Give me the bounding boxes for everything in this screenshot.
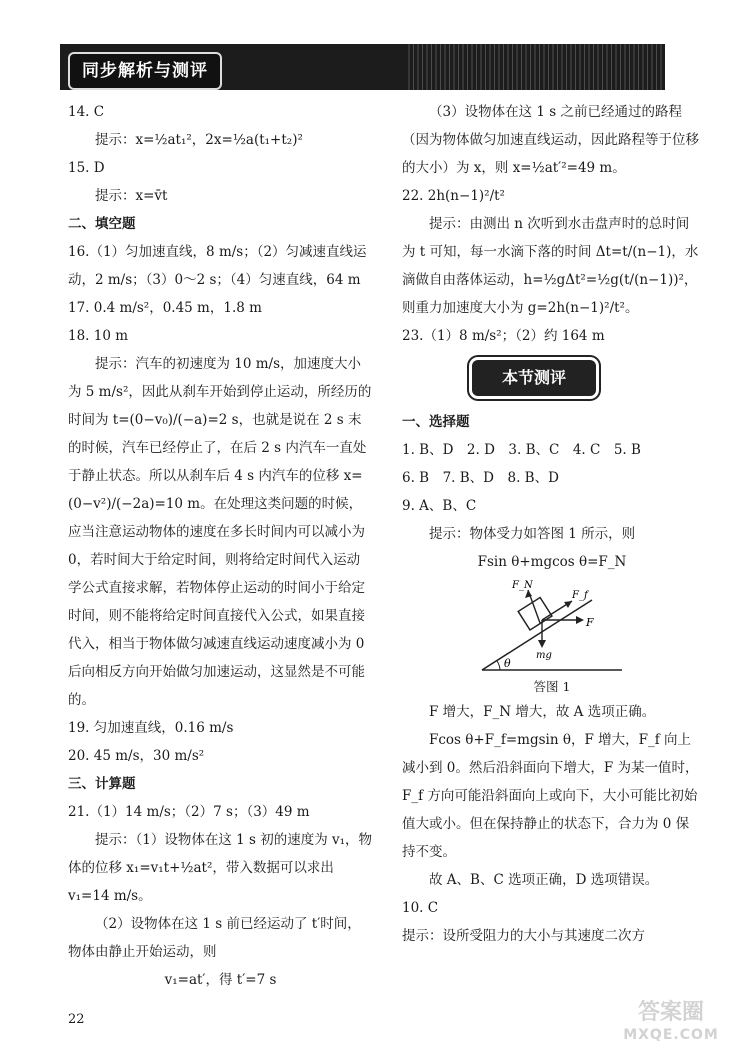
- gravity-head: [538, 640, 546, 648]
- watermark-top: 答案圈: [637, 1000, 704, 1025]
- section-calculation: 三、计算题: [68, 776, 136, 792]
- hint-21-part2: （2）设物体在这 1 s 前已经运动了 t′时间，物体由静止开始运动，则: [68, 916, 361, 960]
- hint-14: 提示：x=½at₁²，2x=½a(t₁+t₂)²: [95, 132, 303, 148]
- applied-force-head: [576, 616, 584, 624]
- hint-10: 提示：设所受阻力的大小与其速度二次方: [402, 928, 645, 944]
- watermark-logo: [606, 1000, 736, 1048]
- answer-9: 9. A、B、C: [402, 498, 477, 514]
- answer-14: 14. C: [68, 104, 105, 120]
- answer-18: 18. 10 m: [68, 328, 129, 344]
- f-label: F: [586, 616, 594, 629]
- block: [518, 597, 552, 630]
- section-fill-blank: 二、填空题: [68, 216, 136, 232]
- hint-9-c: 故 A、B、C 选项正确，D 选项错误。: [429, 872, 659, 888]
- right-column: [402, 98, 702, 950]
- choice-answers-2: 6. B 7. B、D 8. B、D: [402, 470, 559, 486]
- hint-22: 提示：由测出 n 次听到水击盘声时的总时间为 t 可知，每一水滴下落的时间 Δt=t/(n−1)，水滴做自由落体运动，h=½gΔt²=½g(t/(n−1))²，则重力加速度大小为 g=2h(n−1)²/t²。: [402, 216, 699, 316]
- angle-arc: [497, 661, 500, 670]
- answer-10: 10. C: [402, 900, 439, 916]
- hint-9-a: F 增大，F_N 增大，故 A 选项正确。: [429, 704, 656, 720]
- hint-18: 提示：汽车的初速度为 10 m/s，加速度大小为 5 m/s²，因此从刹车开始到停止运动，所经历的时间为 t=(0−v₀)/(−a)=2 s，也就是说在 2 s 末的时候，汽车已经停止了，在后 2 s 内汽车一直处于静止状态。所以从刹车后 4 s 内汽车的位移 x=(0−v²)/(−2a)=10 m。在处理这类问题的时候，应当注意运动物体的速度在多长时间内可以减小为 0，若时间大于给定时间，则将给定时间代入运动学公式直接求解，若物体停止运动的时间小于给定时间，则不能将给定时间直接代入公式，如果直接代入，相当于物体做匀减速直线运动速度减小为 0 后向相反方向开始做匀加速运动，这显然是不可能的。: [68, 356, 372, 708]
- left-column: [68, 98, 373, 994]
- header-texture: [405, 44, 665, 90]
- equation-9: Fsin θ+mgcos θ=F_N: [477, 554, 627, 570]
- hint-15: 提示：x=v̄t: [95, 188, 168, 204]
- choice-answers-1: 1. B、D 2. D 3. B、C 4. C 5. B: [402, 442, 641, 458]
- theta-label: θ: [504, 657, 511, 670]
- ff-label: F_f: [572, 590, 588, 601]
- answer-21: 21.（1）14 m/s；（2）7 s；（3）49 m: [68, 804, 310, 820]
- answer-15: 15. D: [68, 160, 105, 176]
- answer-23: 23.（1）8 m/s²；（2）约 164 m: [402, 328, 605, 344]
- answer-19: 19. 匀加速直线，0.16 m/s: [68, 720, 234, 736]
- figure-caption: 答图 1: [533, 679, 571, 694]
- header-title: 同步解析与测评: [68, 52, 222, 90]
- answer-17: 17. 0.4 m/s²，0.45 m，1.8 m: [68, 300, 262, 316]
- section-banner: 本节测评: [472, 360, 596, 396]
- hint-9: 提示：物体受力如答图 1 所示，则: [429, 526, 636, 542]
- section-choice: 一、选择题: [402, 414, 470, 430]
- hint-21-part1: 提示：（1）设物体在这 1 s 初的速度为 v₁，物体的位移 x₁=v₁t+½at²，带入数据可以求出 v₁=14 m/s。: [68, 832, 373, 904]
- answer-22: 22. 2h(n−1)²/t²: [402, 188, 505, 204]
- hint-9-b: Fcos θ+F_f=mgsin θ，F 增大，F_f 向上减小到 0。然后沿斜面向下增大，F 为某一值时，F_f 方向可能沿斜面向上或向下，大小可能比初始值大或小。但在保持静止的状态下，合力为 0 保持不变。: [402, 732, 699, 860]
- force-diagram: [472, 578, 632, 678]
- watermark-bottom: MXQE.COM: [623, 1027, 719, 1043]
- answer-16: 16.（1）匀加速直线，8 m/s；（2）匀减速直线运动，2 m/s；（3）0～2 s；（4）匀速直线，64 m: [68, 244, 367, 288]
- hint-21-part3: （3）设物体在这 1 s 之前已经通过的路程（因为物体做匀加速直线运动，因此路程等于位移的大小）为 x，则 x=½at′²=49 m。: [402, 104, 699, 176]
- mg-label: mg: [536, 650, 552, 661]
- page-number: 22: [68, 1012, 85, 1027]
- equation-21: v₁=at′，得 t′=7 s: [164, 972, 277, 988]
- fn-label: F_N: [512, 580, 533, 591]
- answer-20: 20. 45 m/s，30 m/s²: [68, 748, 205, 764]
